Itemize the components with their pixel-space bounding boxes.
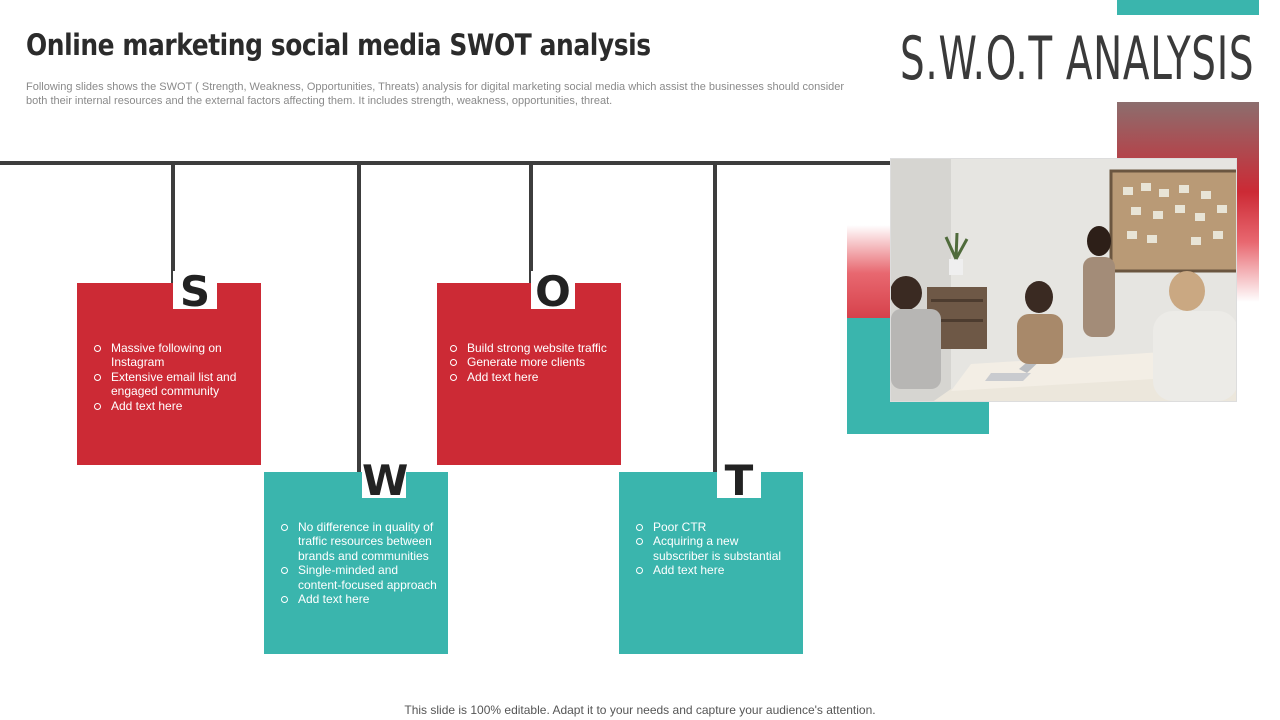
strength-card — [77, 267, 261, 465]
list-item: No difference in quality of traffic resources between brands and communities — [278, 520, 438, 563]
threats-list — [633, 520, 793, 578]
opportunities-card — [437, 267, 621, 465]
list-item: Build strong website traffic — [447, 341, 611, 355]
list-item: Extensive email list and engaged community — [91, 370, 251, 399]
connector-s — [171, 163, 175, 285]
weakness-letter: W — [362, 456, 409, 505]
connector-o — [529, 163, 533, 285]
opportunities-list — [447, 341, 611, 384]
list-item: Add text here — [278, 592, 438, 606]
list-item: Add text here — [91, 399, 251, 413]
strength-letter: S — [173, 271, 217, 309]
list-item: Single-minded and content-focused approach — [278, 563, 438, 592]
page-title: Online marketing social media SWOT analysis — [26, 28, 651, 62]
list-item: Generate more clients — [447, 355, 611, 369]
weakness-list — [278, 520, 438, 606]
list-item: Acquiring a new subscriber is substantial — [633, 534, 793, 563]
page-subtitle: Following slides shows the SWOT ( Strength, Weakness, Opportunities, Threats) analysis for digital marketing social media which assist the businesses should consider both their internal resources and the external factors affecting them. It includes strength, weakness, opportunities, threat. — [26, 81, 845, 107]
swot-heading: S.W.O.T ANALYSIS — [900, 24, 1255, 94]
list-item: Add text here — [633, 563, 793, 577]
list-item: Add text here — [447, 370, 611, 384]
list-item: Massive following on Instagram — [91, 341, 251, 370]
timeline-line — [0, 161, 895, 165]
connector-t — [713, 163, 717, 473]
team-meeting-photo — [890, 158, 1237, 402]
footer-note: This slide is 100% editable. Adapt it to your needs and capture your audience's attention. — [404, 703, 876, 717]
teal-accent-bar — [1117, 0, 1259, 15]
connector-w — [357, 163, 361, 473]
list-item: Poor CTR — [633, 520, 793, 534]
threats-card — [619, 456, 803, 654]
weakness-card — [264, 456, 448, 654]
strength-list — [91, 341, 251, 413]
threats-letter: T — [717, 460, 761, 498]
opportunities-letter: O — [531, 271, 575, 309]
